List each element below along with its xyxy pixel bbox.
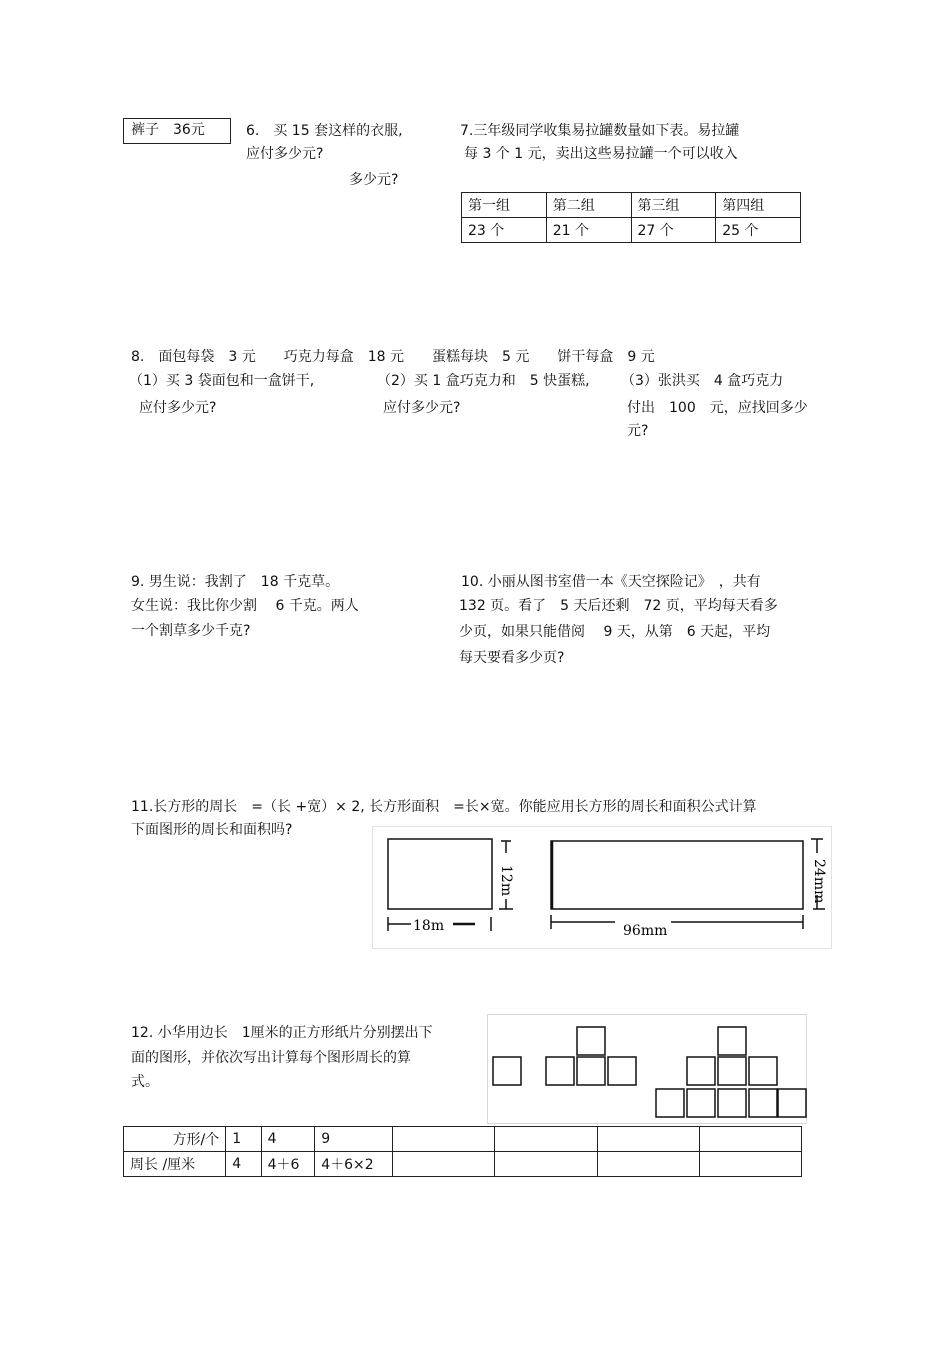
rectangles-drawing <box>373 827 833 950</box>
table-row <box>462 193 801 218</box>
table-cell <box>495 1152 597 1177</box>
q7-line1: 7.三年级同学收集易拉罐数量如下表。易拉罐 <box>460 123 740 139</box>
square <box>778 1089 806 1117</box>
q11-line1: 11.长方形的周长 =（长 +宽）× 2, 长方形面积 =长×宽。你能应用长方形的周长和面积公式计算 <box>131 799 757 815</box>
rect1-width-label: 18m <box>413 918 445 934</box>
q6-line1: 6. 买 15 套这样的衣服, <box>246 123 403 139</box>
table-cell: 1 <box>226 1127 261 1152</box>
square <box>577 1027 605 1055</box>
table-cell: 21 个 <box>546 218 631 243</box>
rect2-width-label: 96mm <box>623 923 668 939</box>
table-cell: 4 <box>261 1127 315 1152</box>
square <box>687 1089 715 1117</box>
table-cell: 4 <box>226 1152 261 1177</box>
table-row-label: 周长 /厘米 <box>124 1152 226 1177</box>
q8-part3-line2: 付出 100 元，应找回多少 <box>627 400 808 416</box>
square <box>749 1089 777 1117</box>
q10-line2: 132 页。看了 5 天后还剩 72 页，平均每天看多 <box>459 598 778 614</box>
rect1-height-label: 12m <box>498 865 514 897</box>
q10-line3: 少页，如果只能借阅 9 天，从第 6 天起，平均 <box>459 624 771 640</box>
square <box>577 1057 605 1085</box>
squares-drawing <box>488 1015 808 1125</box>
q8-prices: 8. 面包每袋 3 元 巧克力每盒 18 元 蛋糕每块 5 元 饼干每盒 9 元 <box>131 349 655 365</box>
square <box>493 1057 521 1085</box>
rectangle-2 <box>551 841 803 909</box>
q7-line3: 多少元? <box>349 172 399 188</box>
square <box>546 1057 574 1085</box>
squares-figure <box>487 1014 807 1124</box>
table-row <box>462 218 801 243</box>
table-header-cell: 第二组 <box>546 193 631 218</box>
q8-part3-line3: 元? <box>627 423 649 439</box>
square <box>656 1089 684 1117</box>
q10-line1: 10. 小丽从图书室借一本《天空探险记》 ，共有 <box>461 574 761 590</box>
q11-line2: 下面图形的周长和面积吗? <box>131 822 293 838</box>
square <box>718 1089 746 1117</box>
table-cell: 4＋6×2 <box>315 1152 393 1177</box>
table-cell: 25 个 <box>716 218 801 243</box>
table-cell: 23 个 <box>462 218 547 243</box>
table-cell: 27 个 <box>631 218 716 243</box>
q8-part2-line2: 应付多少元? <box>383 400 461 416</box>
q8-part2-line1: （2）买 1 盒巧克力和 5 快蛋糕, <box>377 373 590 389</box>
q6-line2: 应付多少元? <box>246 146 324 162</box>
table-header-cell: 第四组 <box>716 193 801 218</box>
square <box>718 1057 746 1085</box>
rect2-height-label: 24mm <box>811 859 827 904</box>
q10-line4: 每天要看多少页? <box>459 650 565 666</box>
table-cell <box>597 1152 699 1177</box>
table-cell <box>699 1127 801 1152</box>
table-cell: 4＋6 <box>261 1152 315 1177</box>
table-header-cell: 第三组 <box>631 193 716 218</box>
pants-price-label: 裤子 36元 <box>131 122 205 138</box>
q7-line2: 每 3 个 1 元，卖出这些易拉罐一个可以收入 <box>464 146 738 162</box>
table-cell: 9 <box>315 1127 393 1152</box>
square <box>749 1057 777 1085</box>
table-cell <box>495 1127 597 1152</box>
table-cell <box>699 1152 801 1177</box>
q12-line2: 面的图形，并依次写出计算每个图形周长的算 <box>131 1050 411 1066</box>
table-row <box>124 1152 802 1177</box>
rectangles-figure <box>372 826 832 949</box>
table-cell <box>393 1127 495 1152</box>
q9-line3: 一个割草多少千克? <box>131 623 251 639</box>
q9-line2: 女生说：我比你少割 6 千克。两人 <box>131 598 359 614</box>
q8-part3-line1: （3）张洪买 4 盒巧克力 <box>621 373 784 389</box>
can-count-table <box>461 192 801 243</box>
q8-part1-line2: 应付多少元? <box>139 400 217 416</box>
perimeter-table <box>123 1126 802 1177</box>
q8-part1-line1: （1）买 3 袋面包和一盒饼干, <box>129 373 315 389</box>
table-row <box>124 1127 802 1152</box>
q9-line1: 9. 男生说：我割了 18 千克草。 <box>131 574 340 590</box>
table-cell <box>393 1152 495 1177</box>
rectangle-1 <box>388 839 492 909</box>
q12-line1: 12. 小华用边长 1厘米的正方形纸片分别摆出下 <box>131 1025 433 1041</box>
table-header-cell: 第一组 <box>462 193 547 218</box>
q12-line3: 式。 <box>131 1074 159 1090</box>
square <box>718 1027 746 1055</box>
square <box>608 1057 636 1085</box>
table-row-label: 方形/个 <box>124 1127 226 1152</box>
table-cell <box>597 1127 699 1152</box>
square <box>687 1057 715 1085</box>
